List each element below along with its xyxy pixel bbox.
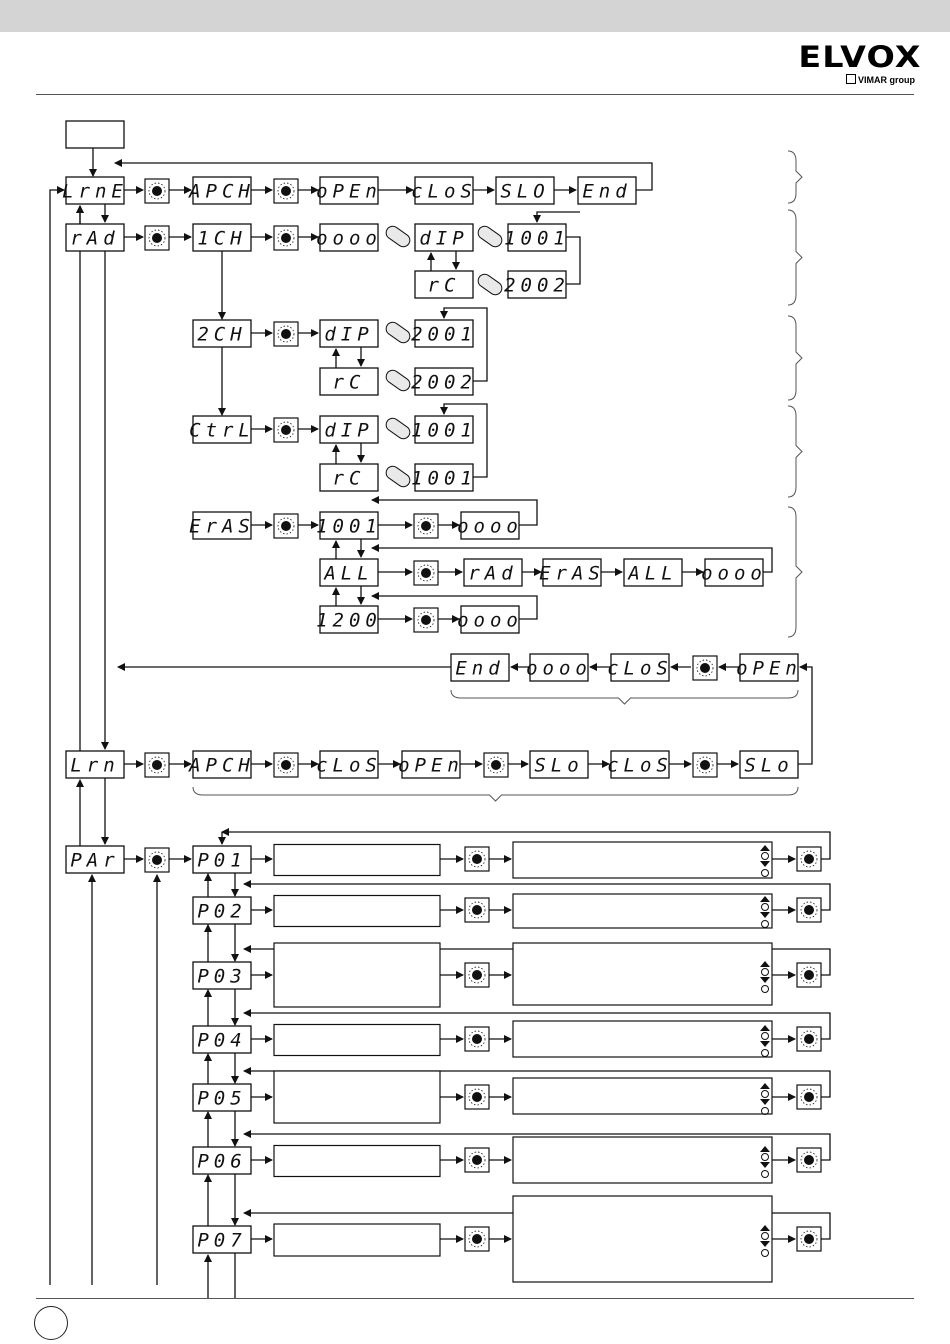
push-button-icon	[465, 1085, 489, 1109]
display-lrn-apch	[188, 751, 255, 778]
push-button-icon	[414, 561, 438, 585]
brace-1ch	[788, 210, 802, 305]
display-eras-all-text: ALL	[324, 562, 374, 585]
display-1ch-rc-code-text: 2002	[504, 274, 570, 297]
display-lrn-clos-text: cLoS	[316, 754, 382, 777]
push-button-icon	[465, 1227, 489, 1251]
display-p05-text: P05	[197, 1087, 247, 1110]
display-1ch-dip-text: dIP	[419, 227, 469, 250]
display-eras-code2-text: 1200	[316, 609, 382, 632]
display-2ch-dip-code	[411, 320, 477, 347]
display-rad	[66, 224, 124, 251]
param-description-panel	[274, 1071, 440, 1123]
display-lrn-apch-text: APCH	[189, 754, 255, 777]
display-return-clos-text: cLoS	[607, 657, 673, 680]
display-p06	[193, 1147, 251, 1174]
param-value-panel	[513, 1021, 772, 1057]
push-button-icon	[145, 179, 169, 203]
param-description-panel	[274, 1025, 440, 1056]
param-value-panel	[513, 894, 772, 928]
display-return-clos	[607, 654, 673, 681]
display-eras-code2-done	[457, 606, 523, 633]
brace-lrne	[788, 151, 802, 203]
display-par	[66, 846, 124, 873]
push-button-icon	[465, 898, 489, 922]
remote-control-icon	[384, 464, 413, 490]
display-lrn-slo2	[740, 751, 798, 778]
remote-control-icon	[476, 224, 505, 250]
display-lrne-apch-text: APCH	[189, 180, 255, 203]
param-value-panel	[513, 943, 772, 1005]
brace-lrn	[193, 787, 798, 801]
display-lrn-text: Lrn	[70, 754, 120, 777]
display-eras-all-eras-text: ErAS	[539, 562, 605, 585]
display-1ch-rc	[415, 271, 473, 298]
display-eras	[189, 512, 255, 539]
remote-control-icon	[384, 320, 413, 346]
brace-2ch	[788, 316, 802, 400]
display-lrne-apch	[188, 177, 255, 204]
display-2ch-rc-code	[411, 368, 477, 395]
display-1ch-rc-code	[504, 271, 570, 298]
display-lrn-clos	[316, 751, 382, 778]
param-description-panel	[274, 845, 440, 876]
display-lrne-slo-text: SLO	[500, 180, 550, 203]
push-button-icon	[414, 514, 438, 538]
push-button-icon	[274, 514, 298, 538]
display-p07-text: P07	[197, 1229, 247, 1252]
param-description-panel	[274, 943, 440, 1007]
display-lrne-end-text: End	[582, 180, 632, 203]
display-1ch-dip-code	[504, 224, 570, 251]
param-value-panel	[513, 842, 772, 878]
display-lrne-open	[316, 177, 382, 204]
display-p04	[193, 1026, 251, 1053]
push-button-icon	[797, 1085, 821, 1109]
display-p04-text: P04	[197, 1029, 247, 1052]
display-2ch-rc-text: rC	[332, 371, 366, 394]
display-lrne-text: LrnE	[62, 180, 128, 203]
display-lrne-clos-text: cLoS	[411, 180, 477, 203]
display-lrne	[62, 177, 128, 204]
display-2ch-rc	[320, 368, 378, 395]
display-ctrl-dip-text: dIP	[324, 419, 374, 442]
display-p05	[193, 1084, 251, 1111]
display-eras-all-done	[701, 559, 767, 586]
push-button-icon	[274, 226, 298, 250]
display-lrn-slo2-text: SLo	[744, 754, 794, 777]
display-eras-all-all-text: ALL	[628, 562, 678, 585]
push-button-icon	[797, 1148, 821, 1172]
display-ctrl-dip-code	[411, 416, 477, 443]
param-description-panel	[274, 1224, 440, 1256]
display-1ch-text: 1CH	[197, 227, 247, 250]
display-return-idle-text: oooo	[526, 657, 592, 680]
display-1ch-idle	[316, 224, 382, 251]
param-description-panel	[274, 896, 440, 927]
display-eras-code-text: 1001	[316, 515, 382, 538]
push-button-icon	[797, 1227, 821, 1251]
push-button-icon	[274, 753, 298, 777]
display-return-open	[736, 654, 802, 681]
display-eras-all-rad-text: rAd	[468, 562, 518, 585]
display-lrne-open-text: oPEn	[316, 180, 382, 203]
push-button-icon	[465, 1027, 489, 1051]
display-2ch-text: 2CH	[197, 323, 247, 346]
display-eras-code	[316, 512, 382, 539]
display-lrn-slo	[530, 751, 588, 778]
push-button-icon	[274, 322, 298, 346]
display-p06-text: P06	[197, 1150, 247, 1173]
remote-control-icon	[476, 272, 505, 298]
display-eras-all	[320, 559, 378, 586]
display-lrne-clos	[411, 177, 477, 204]
display-eras-done	[457, 512, 523, 539]
display-ctrl	[189, 416, 255, 443]
display-return-open-text: oPEn	[736, 657, 802, 680]
display-ctrl-text: CtrL	[189, 419, 255, 442]
push-button-icon	[274, 179, 298, 203]
display-2ch-dip-text: dIP	[324, 323, 374, 346]
display-eras-all-rad	[464, 559, 522, 586]
display-lrn-slo-text: SLo	[534, 754, 584, 777]
logo-group: VIMAR group	[846, 74, 915, 85]
display-1ch-dip	[415, 224, 473, 251]
display-p02	[193, 897, 251, 924]
display-eras-all-done-text: oooo	[701, 562, 767, 585]
display-1ch	[193, 224, 251, 251]
display-lrne-end	[578, 177, 636, 204]
display-2ch-dip	[320, 320, 378, 347]
display-lrne-slo	[496, 177, 554, 204]
remote-control-icon	[384, 224, 413, 250]
display-ctrl-dip-code-text: 1001	[411, 419, 477, 442]
push-button-icon	[465, 847, 489, 871]
display-return-end-text: End	[455, 657, 505, 680]
brace-return	[451, 690, 798, 704]
start-box	[66, 121, 124, 148]
display-1ch-idle-text: oooo	[316, 227, 382, 250]
push-button-icon	[274, 418, 298, 442]
display-2ch-dip-code-text: 2001	[411, 323, 477, 346]
display-2ch	[193, 320, 251, 347]
display-lrn-open-text: oPEn	[398, 754, 464, 777]
push-button-icon	[145, 753, 169, 777]
push-button-icon	[465, 963, 489, 987]
display-lrn-clos2-text: cLoS	[607, 754, 673, 777]
display-p02-text: P02	[197, 900, 247, 923]
display-lrn-clos2	[607, 751, 673, 778]
display-p01	[193, 846, 251, 873]
push-button-icon	[797, 963, 821, 987]
display-rad-text: rAd	[70, 227, 120, 250]
display-1ch-rc-text: rC	[427, 274, 461, 297]
push-button-icon	[145, 848, 169, 872]
push-button-icon	[797, 898, 821, 922]
display-p03	[193, 962, 251, 989]
remote-control-icon	[384, 416, 413, 442]
display-ctrl-rc	[320, 464, 378, 491]
display-eras-all-eras	[539, 559, 605, 586]
display-ctrl-rc-code	[411, 464, 477, 491]
display-lrn-open	[398, 751, 464, 778]
display-eras-code2	[316, 606, 382, 633]
brace-eras	[788, 507, 802, 637]
push-button-icon	[145, 226, 169, 250]
display-return-end	[451, 654, 509, 681]
param-value-panel	[513, 1137, 772, 1183]
push-button-icon	[465, 1148, 489, 1172]
param-value-panel	[513, 1196, 772, 1282]
push-button-icon	[484, 753, 508, 777]
param-value-panel	[513, 1078, 772, 1114]
display-p07	[193, 1226, 251, 1253]
brace-ctrl	[788, 406, 802, 497]
display-eras-text: ErAS	[189, 515, 255, 538]
display-ctrl-rc-text: rC	[332, 467, 366, 490]
display-eras-done-text: oooo	[457, 515, 523, 538]
display-2ch-rc-code-text: 2002	[411, 371, 477, 394]
display-eras-code2-done-text: oooo	[457, 609, 523, 632]
display-ctrl-dip	[320, 416, 378, 443]
display-p01-text: P01	[197, 849, 247, 872]
push-button-icon	[797, 847, 821, 871]
param-description-panel	[274, 1146, 440, 1177]
display-ctrl-rc-code-text: 1001	[411, 467, 477, 490]
display-p03-text: P03	[197, 965, 247, 988]
logo-wordmark: ELVOX	[798, 40, 922, 74]
display-par-text: PAr	[70, 849, 120, 872]
display-eras-all-all	[624, 559, 682, 586]
push-button-icon	[693, 753, 717, 777]
remote-control-icon	[384, 368, 413, 394]
push-button-icon	[693, 656, 717, 680]
display-return-idle	[526, 654, 592, 681]
push-button-icon	[414, 608, 438, 632]
push-button-icon	[797, 1027, 821, 1051]
display-lrn	[66, 751, 124, 778]
display-1ch-dip-code-text: 1001	[504, 227, 570, 250]
